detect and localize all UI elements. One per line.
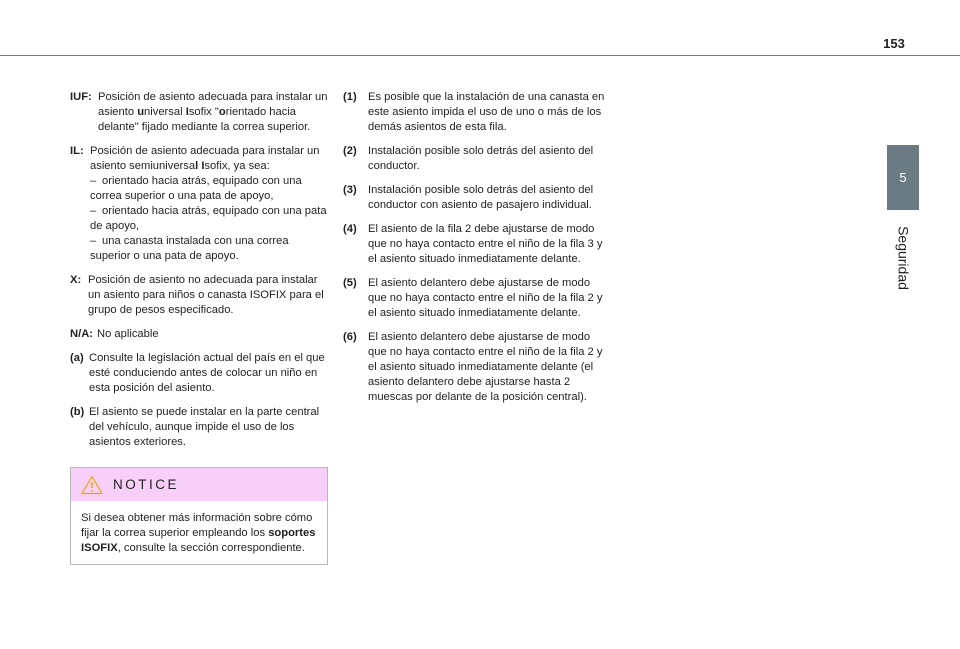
footnote-2: (2) Instalación posible solo detrás del asiento del conductor. <box>343 145 594 172</box>
notice-body: Si desea obtener más información sobre cómo fijar la correa superior empleando los soportes ISOFIX, consulte la sección correspondiente. <box>81 512 316 554</box>
notice-box <box>70 467 328 565</box>
definition-il: IL: Posición de asiento adecuada para instalar un asiento semiuniversal Isofix, ya sea: – orientado hacia atrás, equipado con una correa superior o una pata de apoyo, – orientado hacia atrás, equipado con una pata de apoyo, – una canasta instalada con una correa superior o una pata de apoyo. <box>70 145 327 262</box>
left-column <box>70 90 328 565</box>
footnote-1: (1) Es posible que la instalación de una canasta en este asiento impida el uso de uno o más de los demás asientos de esta fila. <box>343 91 605 133</box>
term-x: X: <box>70 274 82 286</box>
term-b: (b) <box>70 406 85 418</box>
notice-title: NOTICE <box>113 477 180 492</box>
chapter-tab[interactable] <box>887 145 919 210</box>
footnote-4: (4) El asiento de la fila 2 debe ajustarse de modo que no haya contacto entre el niño de la fila 3 y el asiento situado inmediatamente delante. <box>343 223 603 265</box>
term-a: (a) <box>70 352 84 364</box>
header-rule <box>0 55 960 56</box>
term-il: IL: <box>70 145 84 157</box>
definition-x: X: Posición de asiento no adecuada para instalar un asiento para niños o canasta ISOFIX para el grupo de pesos especificado. <box>70 274 324 316</box>
definition-na: N/A: No aplicable <box>70 328 159 340</box>
chapter-label: Seguridad <box>895 226 912 290</box>
il-option: – orientado hacia atrás, equipado con una correa superior o una pata de apoyo, <box>90 175 302 202</box>
chapter-number: 5 <box>899 170 907 185</box>
footnote-6: (6) El asiento delantero debe ajustarse de modo que no haya contacto entre el niño de la fila 2 y el asiento situado inmediatamente delante (el asiento delantero debe ajustarse hasta 2 muescas por delante de la posición central). <box>343 331 603 403</box>
footnote-5: (5) El asiento delantero debe ajustarse de modo que no haya contacto entre el niño de la fila 2 y el asiento situado inmediatamente delante. <box>343 277 603 319</box>
footnote-a: (a) Consulte la legislación actual del país en el que esté conduciendo antes de colocar un niño en esta posición del asiento. <box>70 352 325 394</box>
footnote-b: (b) El asiento se puede instalar en la parte central del vehículo, aunque impide el uso de los asientos exteriores. <box>70 406 320 448</box>
notice-header <box>71 468 327 501</box>
il-option: – orientado hacia atrás, equipado con una pata de apoyo, <box>90 205 327 232</box>
warning-icon <box>81 475 103 495</box>
page-number: 153 <box>883 36 905 51</box>
term-na: N/A: <box>70 328 93 340</box>
il-option: – una canasta instalada con una correa superior o una pata de apoyo. <box>90 235 289 262</box>
term-iuf: IUF: <box>70 91 92 103</box>
right-column <box>343 90 605 414</box>
definition-iuf: IUF: Posición de asiento adecuada para instalar un asiento universal Isofix "orientado hacia delante" fijado mediante la correa superior. <box>70 91 328 133</box>
footnote-3: (3) Instalación posible solo detrás del asiento del conductor con asiento de pasajero individual. <box>343 184 594 211</box>
isofix-link-text: soportes ISOFIX <box>81 527 316 554</box>
